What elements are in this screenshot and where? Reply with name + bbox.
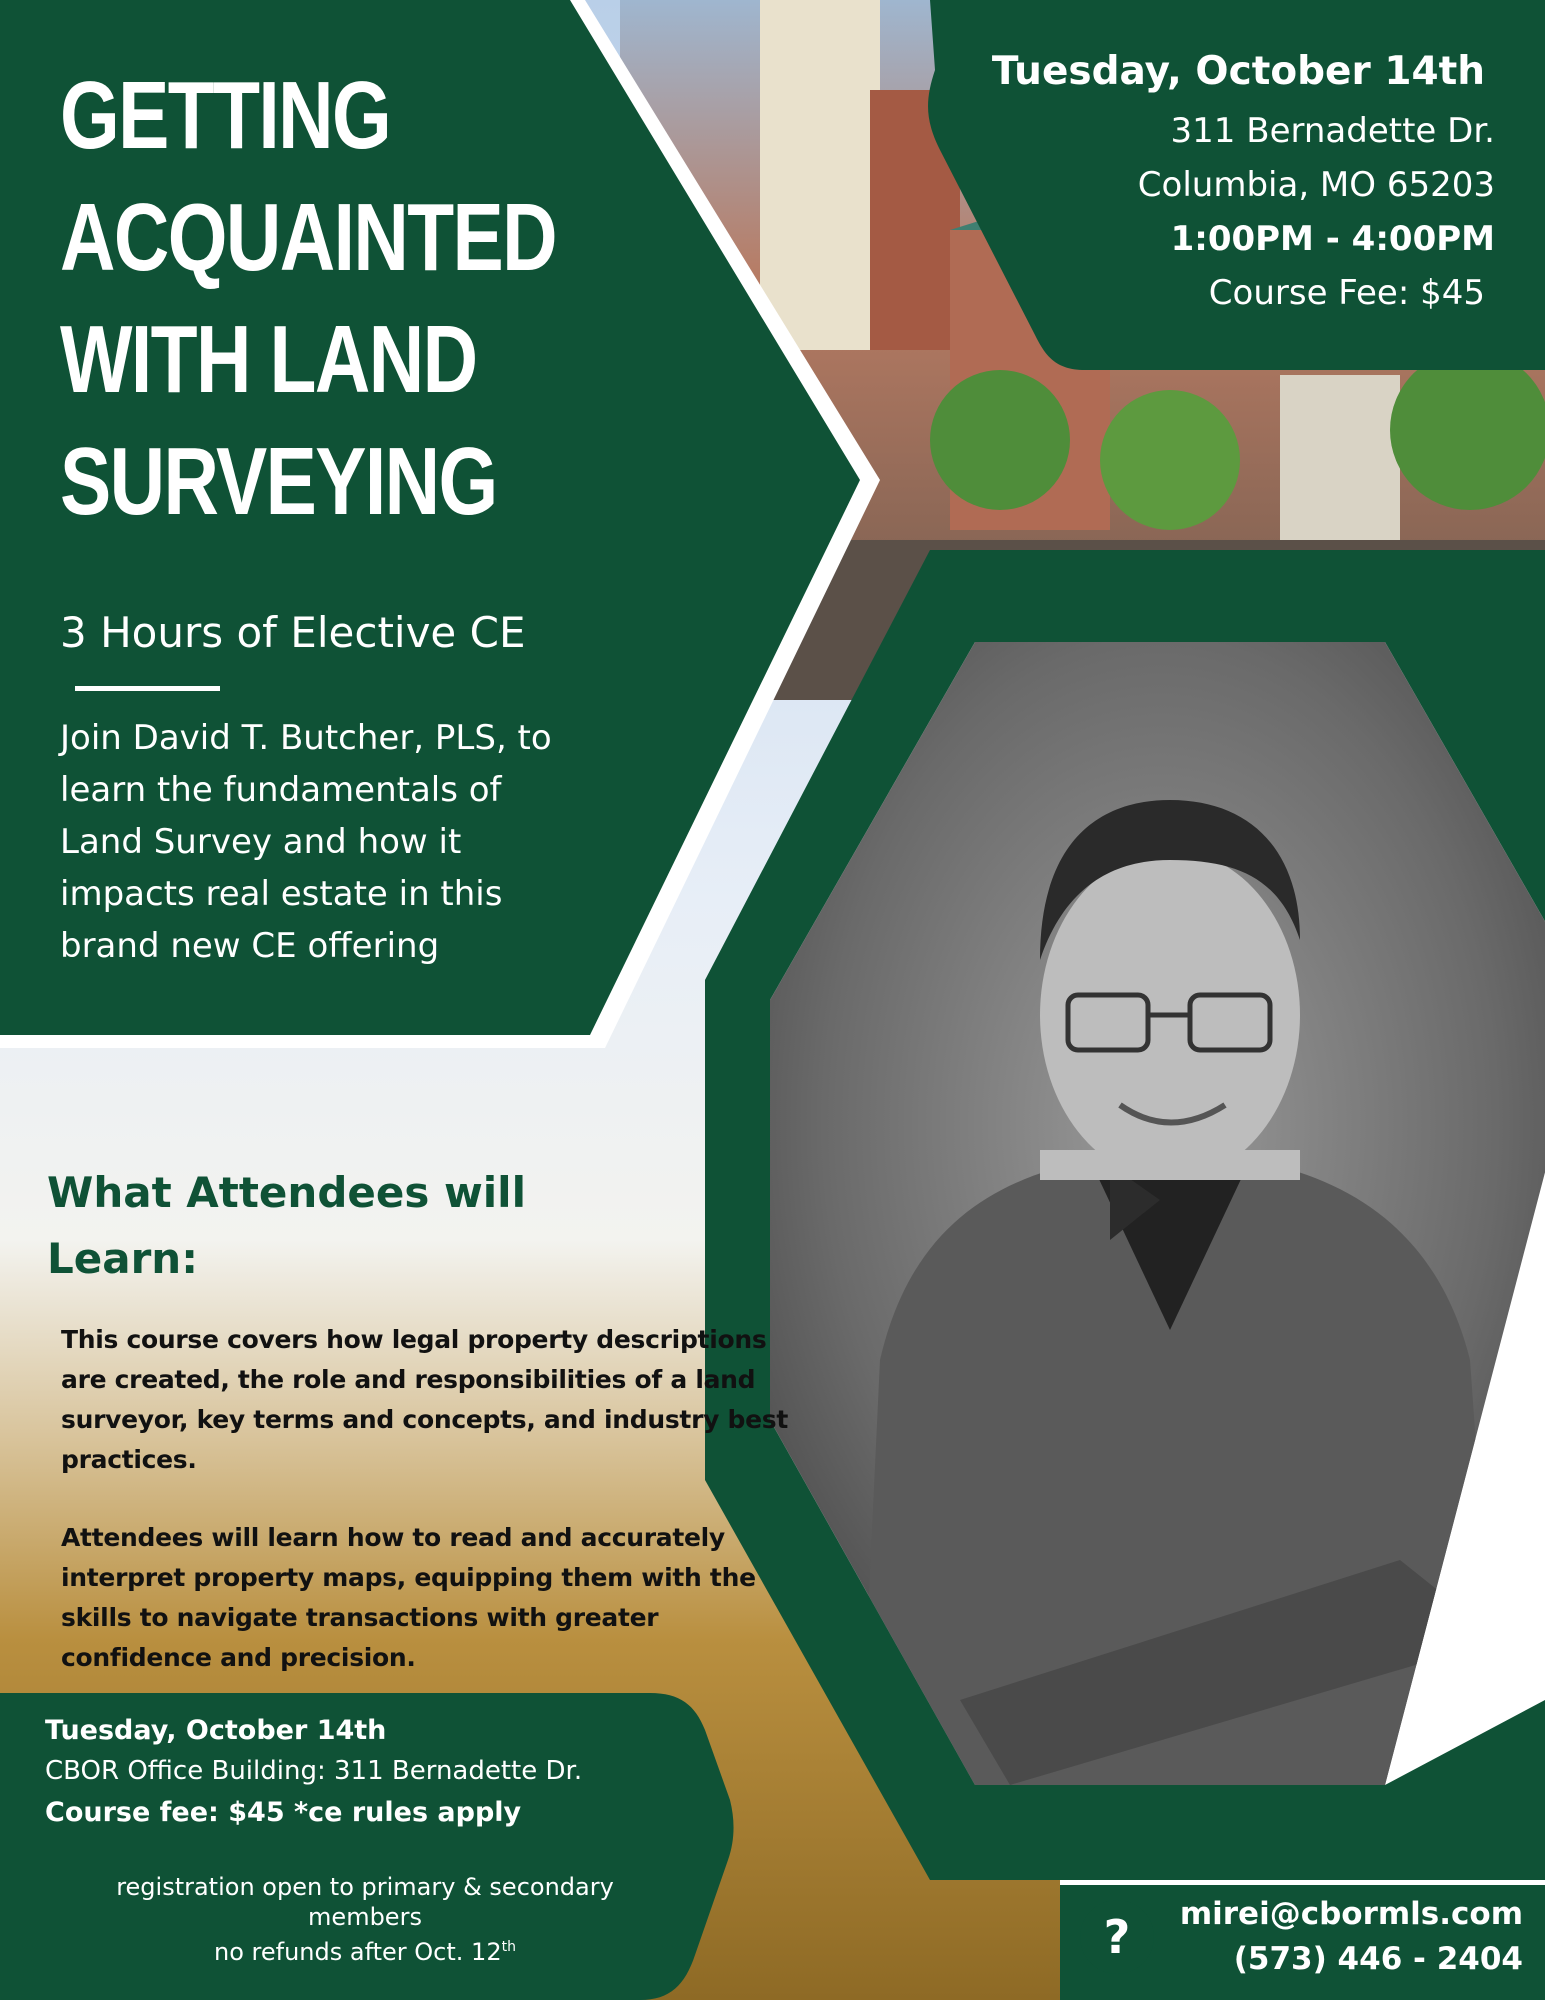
event-time: 1:00PM - 4:00PM <box>1170 219 1495 259</box>
contact-phone[interactable]: (573) 446 - 2404 <box>1233 1941 1523 1977</box>
title-divider <box>75 686 220 691</box>
bottom-event-location: CBOR Office Building: 311 Bernadette Dr. <box>45 1756 583 1786</box>
bottom-event-date: Tuesday, October 14th <box>45 1715 387 1746</box>
refund-suffix: th <box>501 1939 516 1955</box>
subtitle: 3 Hours of Elective CE <box>60 608 526 657</box>
learn-paragraph-2: Attendees will learn how to read and accurately interpret property maps, equipping them with the skills to navigate transactions with greater confidence and precision. <box>61 1523 756 1672</box>
contact-panel-edge <box>1060 1880 1545 1885</box>
bottom-event-fee: Course fee: $45 *ce rules apply <box>45 1797 522 1828</box>
registration-note <box>60 1872 670 1967</box>
event-fee: Course Fee: $45 <box>1208 273 1485 313</box>
event-date: Tuesday, October 14th <box>991 49 1485 94</box>
learn-heading: What Attendees will Learn: <box>47 1168 526 1283</box>
intro-text: Join David T. Butcher, PLS, to learn the fundamentals of Land Survey and how it impacts real estate in this brand new CE offering <box>60 718 552 966</box>
question-mark-icon: ? <box>1080 1900 1154 1974</box>
event-address-line2: Columbia, MO 65203 <box>1137 165 1495 205</box>
registration-text: registration open to primary & secondary members <box>116 1873 614 1931</box>
learn-paragraph-1: This course covers how legal property descriptions are created, the role and responsibilities of a land surveyor, key terms and concepts, and industry best practices. <box>61 1325 788 1474</box>
contact-email[interactable]: mirei@cbormls.com <box>1179 1896 1523 1932</box>
page-title: GETTING ACQUAINTED WITH LAND SURVEYING <box>60 62 556 535</box>
refund-note <box>60 1932 670 1967</box>
event-address-line1: 311 Bernadette Dr. <box>1170 111 1495 151</box>
refund-text: no refunds after Oct. 12 <box>214 1938 502 1966</box>
